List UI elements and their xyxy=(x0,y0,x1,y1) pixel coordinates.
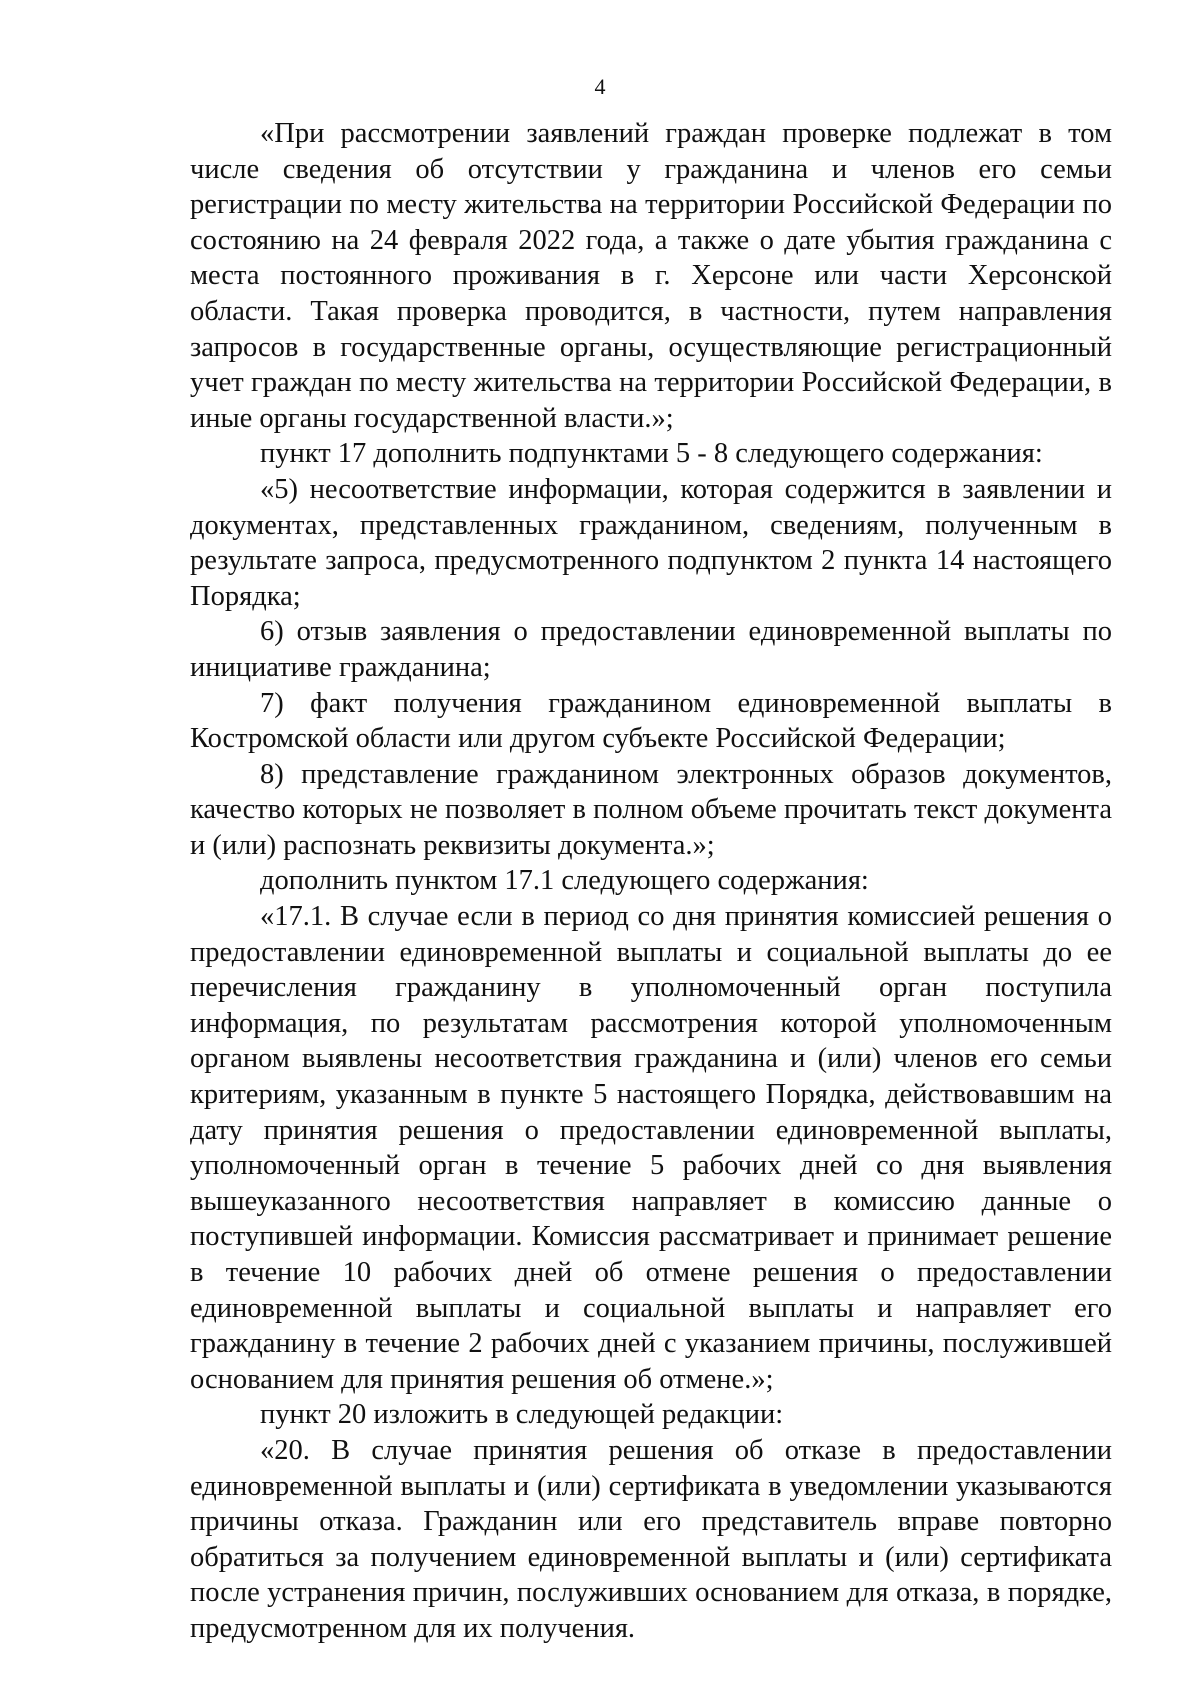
paragraph-verification: «При рассмотрении заявлений граждан проверке подлежат в том числе сведения об отсутствии у гражданина и членов его семьи регистрации по месту жительства на территории Российской Федерации по состоянию на 24 февраля 2022 года, а также о дате убытия гражданина с места постоянного проживания в г. Херсоне или части Херсонской области. Такая проверка проводится, в частности, путем направления запросов в государственные органы, осуществляющие регистрационный учет граждан по месту жительства на территории Российской Федерации, в иные органы государственной власти.»; xyxy=(190,118,1112,434)
paragraph-item-17-1: «17.1. В случае если в период со дня принятия комиссией решения о предоставлении единовременной выплаты и социальной выплаты до ее перечисления гражданину в уполномоченный орган поступила информация, по результатам рассмотрения которой уполномоченным органом выявлены несоответствия гражданина и (или) членов его семьи критериям, указанным в пункте 5 настоящего Порядка, действовавшим на дату принятия решения о предоставлении единовременной выплаты, уполномоченный орган в течение 5 рабочих дней со дня выявления вышеуказанного несоответствия направляет в комиссию данные о поступившей информации. Комиссия рассматривает и принимает решение в течение 10 рабочих дней об отмене решения о предоставлении единовременной выплаты и социальной выплаты и направляет его гражданину в течение 2 рабочих дней с указанием причины, послужившей основанием для принятия решения об отмене.»; xyxy=(190,901,1112,1395)
paragraph-item-20-intro: пункт 20 изложить в следующей редакции: xyxy=(260,1399,784,1431)
paragraph-item-20: «20. В случае принятия решения об отказе в предоставлении единовременной выплаты и (или) сертификата в уведомлении указываются причины отказа. Гражданин или его представитель вправе повторно обратиться за получением единовременной выплаты и (или) сертификата после устранения причин, послуживших основанием для отказа, в порядке, предусмотренном для их получения. xyxy=(190,1434,1112,1644)
page-number: 4 xyxy=(594,74,606,99)
paragraph-subitem-7: 7) факт получения гражданином единовременной выплаты в Костромской области или другом субъекте Российской Федерации; xyxy=(190,687,1112,755)
paragraph-subitem-5: «5) несоответствие информации, которая содержится в заявлении и документах, представленных гражданином, сведениям, полученным в результате запроса, предусмотренного подпунктом 2 пункта 14 настоящего Порядка; xyxy=(190,473,1112,612)
document-body xyxy=(190,116,1112,1647)
paragraph-item-17-1-intro: дополнить пунктом 17.1 следующего содержания: xyxy=(260,865,869,897)
paragraph-subitem-6: 6) отзыв заявления о предоставлении единовременной выплаты по инициативе гражданина; xyxy=(190,616,1112,683)
paragraph-subitem-8: 8) представление гражданином электронных образов документов, качество которых не позволяет в полном объеме прочитать текст документа и (или) распознать реквизиты документа.»; xyxy=(190,758,1112,861)
paragraph-item-17-intro: пункт 17 дополнить подпунктами 5 - 8 следующего содержания: xyxy=(260,438,1043,470)
